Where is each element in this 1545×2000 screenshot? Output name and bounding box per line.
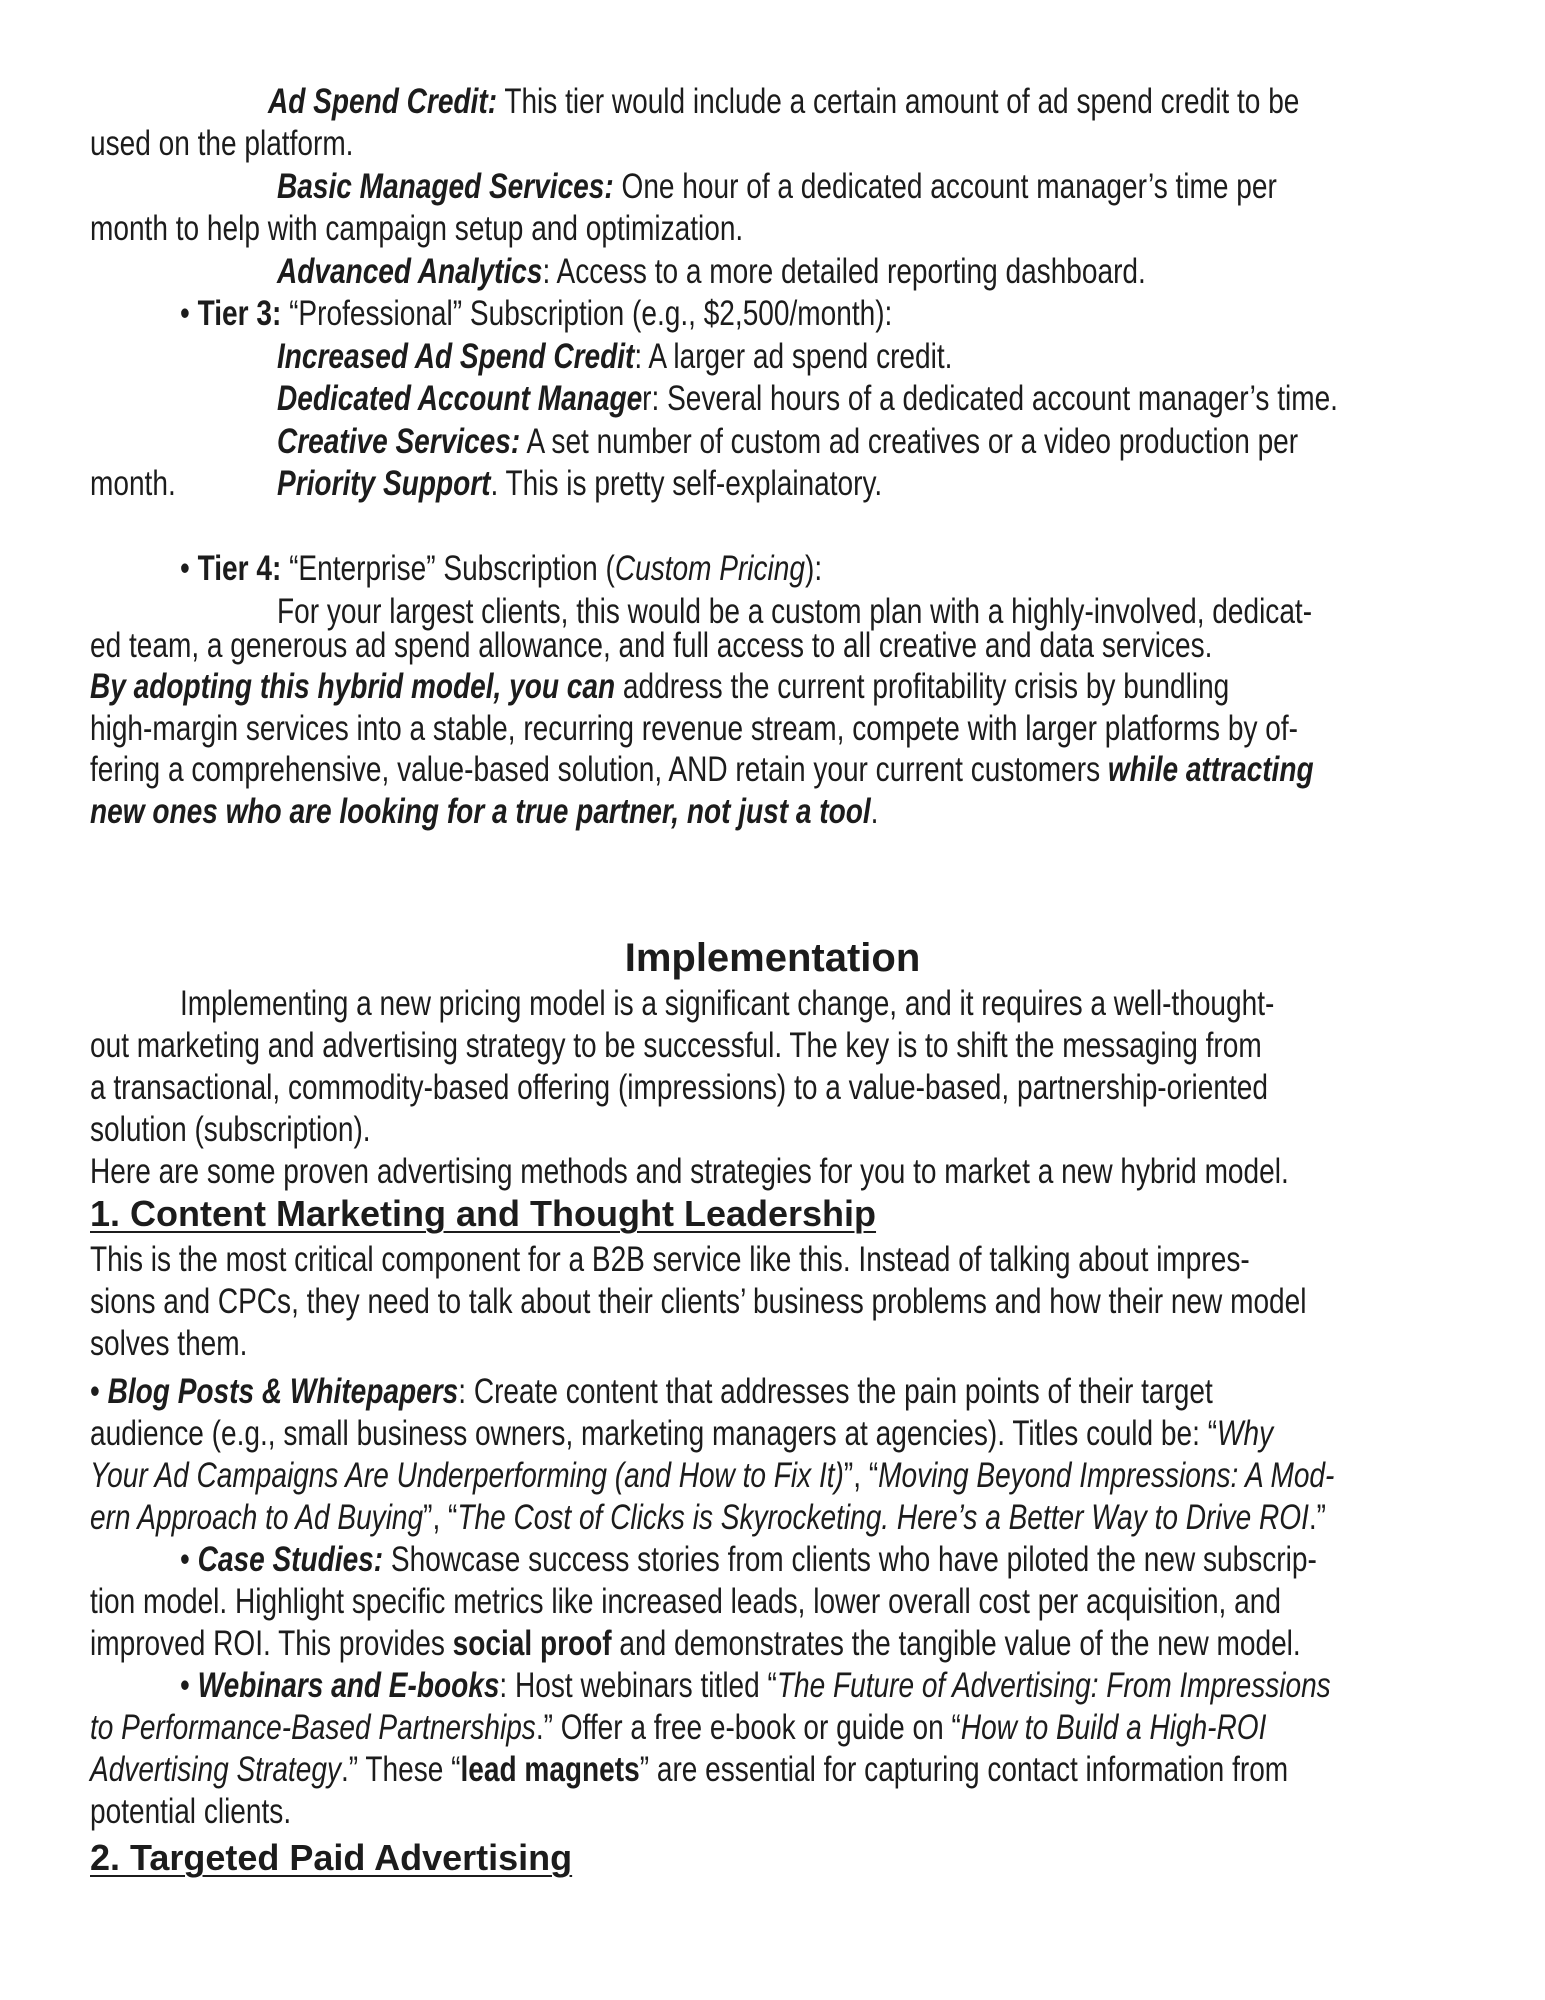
- implementation-line-3: a transactional, commodity-based offering (impressions) to a value-based, partnership-oriented: [90, 1067, 1268, 1107]
- basic-managed-services-line: Basic Managed Services: One hour of a dedicated account manager’s time per: [277, 166, 1277, 206]
- case-studies-line-3: improved ROI. This provides social proof and demonstrates the tangible value of the new model.: [90, 1623, 1301, 1663]
- ad-spend-credit-line-2: used on the platform.: [90, 123, 354, 163]
- basic-managed-services-line-2: month to help with campaign setup and optimization.: [90, 208, 744, 248]
- case-studies-line-1: • Case Studies: Showcase success stories from clients who have piloted the new subscrip-: [180, 1539, 1317, 1579]
- hybrid-line-1: By adopting this hybrid model, you can address the current profitability crisis by bundling: [90, 666, 1230, 706]
- tier-4-heading: • Tier 4: “Enterprise” Subscription (Custom Pricing):: [180, 548, 823, 588]
- implementation-line-2: out marketing and advertising strategy to be successful. The key is to shift the messaging from: [90, 1025, 1262, 1065]
- implementation-title: Implementation: [624, 936, 921, 980]
- bullet-icon: •: [180, 548, 190, 588]
- hybrid-line-2: high-margin services into a stable, recurring revenue stream, compete with larger platforms by of-: [90, 708, 1299, 748]
- case-studies-line-2: tion model. Highlight specific metrics like increased leads, lower overall cost per acquisition, and: [90, 1581, 1281, 1621]
- blog-posts-line-3: Your Ad Campaigns Are Underperforming (and How to Fix It)”, “Moving Beyond Impressions: A Mod-: [90, 1455, 1335, 1495]
- webinars-line-1: • Webinars and E-books: Host webinars titled “The Future of Advertising: From Impressions: [180, 1665, 1331, 1705]
- webinars-line-2: to Performance-Based Partnerships.” Offer a free e-book or guide on “How to Build a High-ROI: [90, 1707, 1267, 1747]
- section-1-intro-line-1: This is the most critical component for a B2B service like this. Instead of talking about impres-: [90, 1239, 1250, 1279]
- bullet-icon: •: [180, 1539, 190, 1579]
- bullet-icon: •: [90, 1371, 100, 1411]
- priority-support-line: Priority Support. This is pretty self-explainatory.: [277, 463, 883, 503]
- dedicated-manager-line: Dedicated Account Manager: Several hours of a dedicated account manager’s time.: [277, 378, 1338, 418]
- section-1-title: 1. Content Marketing and Thought Leadership: [90, 1193, 877, 1234]
- tier-4-desc-line-1: For your largest clients, this would be a custom plan with a highly-involved, dedicat-: [277, 591, 1313, 631]
- section-2-title: 2. Targeted Paid Advertising: [90, 1837, 573, 1878]
- bullet-icon: •: [180, 1665, 190, 1705]
- webinars-line-4: potential clients.: [90, 1791, 292, 1831]
- blog-posts-line-1: • Blog Posts & Whitepapers: Create content that addresses the pain points of their target: [90, 1371, 1213, 1411]
- implementation-line-4: solution (subscription).: [90, 1109, 371, 1149]
- webinars-line-3: Advertising Strategy.” These “lead magnets” are essential for capturing contact information from: [90, 1749, 1289, 1789]
- blog-posts-line-2: audience (e.g., small business owners, marketing managers at agencies). Titles could be: “Why: [90, 1413, 1274, 1453]
- section-1-intro-line-3: solves them.: [90, 1323, 248, 1363]
- creative-services-line: Creative Services: A set number of custom ad creatives or a video production per: [277, 421, 1299, 461]
- tier-3-heading: • Tier 3: “Professional” Subscription (e.g., $2,500/month):: [180, 293, 893, 333]
- hybrid-line-3: fering a comprehensive, value-based solution, AND retain your current customers while attracting: [90, 749, 1314, 789]
- implementation-line-5: Here are some proven advertising methods and strategies for you to market a new hybrid model.: [90, 1151, 1289, 1191]
- advanced-analytics-line: Advanced Analytics: Access to a more detailed reporting dashboard.: [277, 251, 1146, 291]
- hybrid-line-4: new ones who are looking for a true partner, not just a tool.: [90, 791, 879, 831]
- ad-spend-credit-line: Ad Spend Credit: This tier would include a certain amount of ad spend credit to be: [268, 81, 1300, 121]
- month-word: month.: [90, 463, 176, 503]
- blog-posts-line-4: ern Approach to Ad Buying”, “The Cost of Clicks is Skyrocketing. Here’s a Better Way to Drive ROI.”: [90, 1497, 1327, 1537]
- section-1-intro-line-2: sions and CPCs, they need to talk about their clients’ business problems and how their new model: [90, 1281, 1307, 1321]
- implementation-line-1: Implementing a new pricing model is a significant change, and it requires a well-thought-: [180, 983, 1275, 1023]
- bullet-icon: •: [180, 293, 190, 333]
- increased-ad-spend-line: Increased Ad Spend Credit: A larger ad spend credit.: [277, 336, 953, 376]
- tier-4-desc-line-2: ed team, a generous ad spend allowance, and full access to all creative and data services.: [90, 625, 1213, 665]
